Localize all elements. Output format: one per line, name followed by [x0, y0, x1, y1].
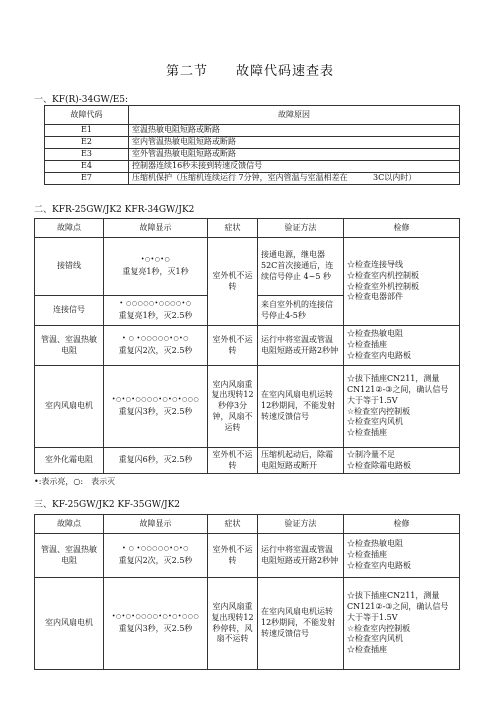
- symptom: 室内风扇重复出现转12秒停3分钟，风扇不运转: [208, 366, 258, 448]
- table-header-row: [35, 515, 460, 534]
- led-pattern: • ○○○○○•○○○○•○: [119, 299, 192, 307]
- header-fault-code: 故障代码: [45, 106, 129, 125]
- header-fault-point: 故障点: [35, 515, 104, 534]
- repair-steps: ☆拔下插座CN211，测量CN121②-③之间，确认信号大于等于1.5V ☆检查室内控制板 ☆检查室内风机 ☆检查插座: [344, 578, 460, 670]
- fault-display: [104, 448, 208, 474]
- fault-reason: 室外管温热敏电阻短路或断路: [129, 149, 460, 161]
- header-fault-display: 故障显示: [104, 515, 208, 534]
- led-pattern: •○•○•○: [140, 255, 171, 263]
- fault-code: E7: [45, 173, 129, 185]
- verify-method: 来自室外机的连接信号停止4-5秒: [258, 296, 344, 326]
- verify-method: 运行中将室温或管温电阻短路或开路2秒钟: [258, 534, 344, 578]
- header-symptom: 症状: [208, 515, 258, 534]
- fault-point: 接错线: [35, 238, 104, 296]
- header-repair: 检修: [344, 219, 460, 238]
- repair-steps: ☆检查热敏电阻 ☆检查插座 ☆检查室内电路板: [344, 326, 460, 366]
- table-header-row: [35, 219, 460, 238]
- legend-note: •:表示亮，○: 表示灭: [34, 477, 116, 486]
- header-verify-method: 验证方法: [258, 515, 344, 534]
- fault-display: [104, 238, 208, 296]
- fault-code: E3: [45, 149, 129, 161]
- fault-display: [104, 296, 208, 326]
- header-fault-reason: 故障原因: [129, 106, 460, 125]
- header-repair: 检修: [344, 515, 460, 534]
- fault-point: 室内风扇电机: [35, 366, 104, 448]
- section1-heading: 一、KF(R)-34GW/E5:: [34, 95, 129, 105]
- fault-code-table-1: [44, 105, 460, 185]
- table-row: [45, 125, 460, 137]
- repair-steps: ☆检查连接导线 ☆检查室内机控制板 ☆检查室外机控制板 ☆检查电器部件: [344, 238, 460, 326]
- fault-reason: 压缩机保护（压缩机连续运行 7分钟，室内管温与室温相差在 3C以内时）: [129, 173, 460, 185]
- led-pattern: • ○ •○○○○○•○•○: [122, 544, 189, 552]
- verify-method: 压缩机起动后，除霜电阻短路或断开: [258, 448, 344, 474]
- fault-code-table-2: [34, 218, 460, 474]
- table-row: [35, 448, 460, 474]
- table-row: [35, 534, 460, 578]
- led-pattern: • ○ •○○○○○•○•○: [122, 334, 189, 342]
- repair-steps: ☆拔下插座CN211，测量CN121②-③之间，确认信号大于等于1.5V ☆检查室内控制板 ☆检查室内风机 ☆检查插座: [344, 366, 460, 448]
- table-header-row: [45, 106, 460, 125]
- table-row: [45, 161, 460, 173]
- display-text: 重复闪2次，灭2.5秒: [118, 345, 193, 355]
- repair-steps: ☆制冷量不足 ☆检查除霜电路板: [344, 448, 460, 474]
- header-symptom: 症状: [208, 219, 258, 238]
- section2-heading: 二、KFR-25GW/JK2 KFR-34GW/JK2: [34, 205, 195, 215]
- display-text: 重复闪2次，灭2.5秒: [118, 555, 193, 565]
- led-pattern: •○•○•○○○○•○•○•○○○: [111, 612, 200, 620]
- fault-code-table-3: [34, 514, 460, 670]
- fault-display: [104, 366, 208, 448]
- fault-reason: 室内管温热敏电阻短路或断路: [129, 137, 460, 149]
- display-text: 重复亮1秒，灭2.5秒: [118, 310, 193, 320]
- fault-code: E2: [45, 137, 129, 149]
- fault-code: E1: [45, 125, 129, 137]
- table-row: [35, 578, 460, 670]
- verify-method: 运行中将室温或管温电阻短路或开路2秒钟: [258, 326, 344, 366]
- symptom: 室外机不运转: [208, 326, 258, 366]
- table-row: [45, 137, 460, 149]
- header-verify-method: 验证方法: [258, 219, 344, 238]
- fault-point: 连接信号: [35, 296, 104, 326]
- fault-point: 管温、室温热敏电阻: [35, 326, 104, 366]
- symptom: 室外机不运转: [208, 534, 258, 578]
- table-row: [35, 366, 460, 448]
- symptom: 室外机不运转: [208, 238, 258, 326]
- verify-method: 在室内风扇电机运转12秒期间，不能发射转速反馈信号: [258, 366, 344, 448]
- led-pattern: •○•○•○○○○•○•○•○○○: [111, 395, 200, 403]
- display-text: 重复闪6秒，灭2.5秒: [118, 455, 193, 465]
- table-row: [45, 173, 460, 185]
- symptom: 室内风扇重复出现转12秒停转，风扇不运转: [208, 578, 258, 670]
- verify-method: 在室内风扇电机运转12秒期间，不能发射转速反馈信号: [258, 578, 344, 670]
- display-text: 重复亮1秒，灭1秒: [122, 266, 189, 276]
- fault-code: E4: [45, 161, 129, 173]
- verify-method: 接通电源，继电器52C首次接通后，连续信号停止 4~5 秒: [258, 238, 344, 296]
- symptom: 室外机不运转: [208, 448, 258, 474]
- section3-heading: 三、KF-25GW/JK2 KF-35GW/JK2: [34, 500, 181, 510]
- table-row: [35, 326, 460, 366]
- fault-reason: 控制器连续16秒未接到转速反馈信号: [129, 161, 460, 173]
- table-row: [35, 238, 460, 296]
- fault-display: [104, 326, 208, 366]
- fault-point: 管温、室温热敏电阻: [35, 534, 104, 578]
- header-fault-point: 故障点: [35, 219, 104, 238]
- display-text: 重复闪3秒，灭2.5秒: [118, 406, 193, 416]
- fault-point: 室外化霜电阻: [35, 448, 104, 474]
- fault-point: 室内风扇电机: [35, 578, 104, 670]
- header-fault-display: 故障显示: [104, 219, 208, 238]
- fault-display: [104, 534, 208, 578]
- fault-display: [104, 578, 208, 670]
- fault-reason: 室温热敏电阻短路或断路: [129, 125, 460, 137]
- page-title: 第二节 故障代码速查表: [165, 64, 334, 79]
- table-row: [45, 149, 460, 161]
- repair-steps: ☆检查热敏电阻 ☆检查插座 ☆检查室内电路板: [344, 534, 460, 578]
- display-text: 重复闪3秒，灭2.5秒: [118, 623, 193, 633]
